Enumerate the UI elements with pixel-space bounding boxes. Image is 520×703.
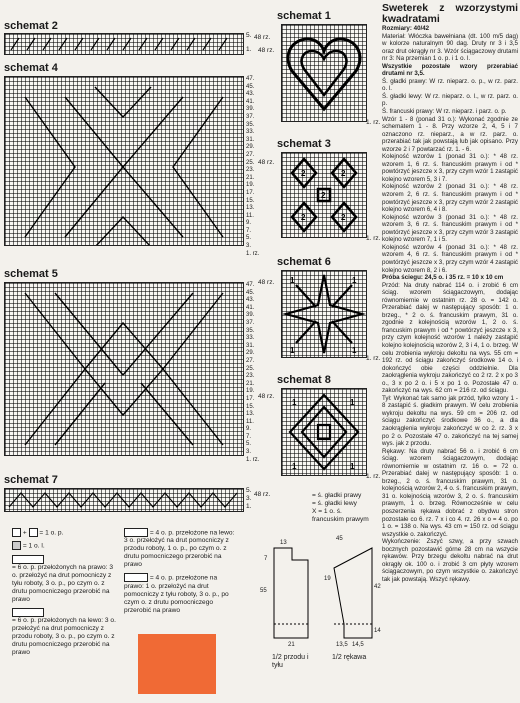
schemat5-row-number: 29.: [246, 350, 255, 357]
article-p4: Ś. gładki lewy: W rz. nieparz. o. l., w rz. parz. o. p.: [382, 92, 518, 108]
svg-text:2: 2: [321, 191, 326, 200]
legend-knit-text: = 1 o. p.: [39, 529, 64, 537]
schemat-6-side: 48 rz.: [258, 279, 275, 286]
front-back-caption: 1/2 przodu i tyłu: [272, 654, 309, 669]
schemat-3-label: schemat 3: [277, 138, 331, 150]
legend-cable-right-text: = 6 o. p. przełożonych na prawo: 3 o. przełożyć na drut pomocniczy z tyłu roboty, 3 o. p., po czym o. z drutu pomocniczego przerobić na prawo: [12, 563, 113, 603]
color-swatch: [138, 634, 216, 694]
schemat4-row-number: 25.: [246, 159, 255, 166]
svg-text:1: 1: [352, 346, 357, 355]
schemat-2-label: schemat 2: [4, 20, 58, 32]
schemat4-row-number: 43.: [246, 91, 255, 98]
legend-knit-row: [12, 528, 120, 537]
heart-motif: [282, 25, 366, 121]
legend-left: [12, 528, 120, 657]
dim-55: 55: [260, 588, 267, 594]
dim-42: 42: [374, 584, 381, 590]
svg-text:1: 1: [292, 462, 297, 471]
legend-garter: X = 1 o. ś.: [312, 508, 342, 515]
sleeve-caption: 1/2 rękawa: [332, 654, 367, 661]
garment-schematics: [252, 528, 382, 698]
schemat-5-grid: [4, 282, 244, 456]
legend-stockinette: = ś. gładki prawy: [312, 492, 362, 499]
schemat5-row-number: 1. rz.: [246, 456, 260, 463]
legend-cable-left-text: = 6 o. p. przełożonych na lewo: 3 o. przełożyć na drut pomocniczy z przodu roboty, 3 o. p., po czym o. z drutu pomocniczego przerobić na prawo: [12, 617, 116, 656]
cable-4right-symbol: [124, 573, 148, 582]
schemat-7-pattern: [5, 489, 243, 511]
schemat5-row-number: 43.: [246, 297, 255, 304]
schemat-4-row-numbers: [246, 76, 259, 258]
legend-garter-cont: francuskim prawym: [312, 516, 369, 523]
dim-21: 21: [288, 642, 295, 648]
schemat5-row-number: 35.: [246, 327, 255, 334]
legend-cable-right: [12, 555, 120, 604]
schemat5-row-number: 5.: [246, 441, 252, 448]
article-p5: Ś. francuski prawy: W rz. nieparz. i parz. o. p.: [382, 108, 507, 116]
schemat-4-grid: [4, 76, 244, 246]
schemat4-row-number: 23.: [246, 167, 255, 174]
dim-19: 19: [324, 576, 331, 582]
schemat-6-label: schemat 6: [277, 256, 331, 268]
schemat-2-row5: 5.: [246, 32, 252, 39]
schemat4-row-number: 39.: [246, 106, 255, 113]
dim-14: 14: [374, 628, 381, 634]
schemat5-row-number: 39.: [246, 312, 255, 319]
schemat-7-side: 48 rz.: [254, 491, 271, 498]
svg-text:2: 2: [341, 169, 346, 178]
article-p15: Wykończenie: Zszyć szwy, a przy szwach bocznych pozostawić górne 28 cm na wszycie rękawów. Przy brzegu dekoltu nabrać na drut okrągły ok. 100 o. i zrobić 3 cm płyty wzorem ściągaczowym, po czym wszystkie o. zakończyć tak jak powstają. Wszyć rękawy.: [382, 538, 518, 583]
schemat4-row-number: 17.: [246, 189, 255, 196]
garment-outline: [252, 528, 382, 698]
article-p1: Materiał: Włóczka bawełniana (dt. 100 m/5 dag) w kolorze naturalnym 90 dag. Druty nr 3 i 3,5 oraz drut okrągły nr 3. Wzór ściągaczowy drutami nr 3: Na przemian 1 o. p. i 1 o. l.: [382, 32, 518, 63]
legend-reverse: = ś. gładki lewy: [312, 500, 357, 507]
knit-symbol-2: [29, 528, 38, 537]
legend-4right: [124, 573, 236, 614]
schemat5-row-number: 7.: [246, 433, 252, 440]
diamonds-motif: [282, 153, 366, 237]
dim-45: 45: [336, 536, 343, 542]
nested-diamond-motif: [282, 389, 366, 475]
schemat5-row-number: 21.: [246, 380, 255, 387]
cable-right-symbol: [12, 555, 44, 564]
schemat5-row-number: 11.: [246, 418, 254, 425]
schemat5-row-number: 41.: [246, 304, 255, 311]
schemat5-row-number: 33.: [246, 335, 255, 342]
dim-13: 13: [280, 540, 287, 546]
schemat4-row-number: 41.: [246, 98, 255, 105]
schemat4-row-number: 35.: [246, 121, 255, 128]
schemat4-row-number: 15.: [246, 197, 255, 204]
svg-text:2: 2: [341, 213, 346, 222]
schemat4-row-number: 13.: [246, 205, 255, 212]
schemat-1-bottom: 1. rz.: [366, 119, 381, 126]
svg-text:1: 1: [290, 276, 295, 285]
article-p8: Kolejność wzorów 2 (ponad 31 o.): * 48 rz. wzorem 2, 6 rz. ś. francuskim prawym i od * powtórzyć jeszcze x 3, przy czym wzór 2 zastąpić kolejno wzorem 6, 4 i 8.: [382, 183, 518, 214]
svg-text:1: 1: [350, 462, 355, 471]
svg-text:1: 1: [352, 276, 357, 285]
schemat4-row-number: 37.: [246, 113, 255, 120]
svg-text:2: 2: [301, 213, 306, 222]
knit-symbol: [12, 528, 21, 537]
article-p14: Rękawy: Na druty nabrać 56 o. i zrobić 6 cm ściąg. wzorem ściągaczowym, dodając równomiernie w ostatnim rz. 16 o. = 72 o. Przerabiać dalej w następujący sposób: 1 o. brzeg., 2 o. ś. francuskim prawym, 31 o. kolejnością wzorów 2, 4 o. ś. francuskim prawym, 31 o. kolejnością wzorów 3, 2 o. ś. francuskim prawym, 1 o. brzeg. Równocześnie w celu poszerzenia rękawa dobrać z obydwu stron pozostałe co 6. rz. 7 x i co 4. rz. 26 x o = 4 o. po 1 o. = 138 o. Na wys. 43 cm = 150 rz. od ściągu wszystkie o. zakończyć.: [382, 447, 518, 538]
schemat-7-row5: 5.: [246, 487, 252, 494]
article-p10: Kolejność wzorów 4 (ponad 31 o.): * 48 rz. wzorem 4, 6 rz. ś. francuskim prawym i od * powtórzyć jeszcze x 3, przy czym wzór 4 zastąpić kolejno wzorem 8, 2 i 6.: [382, 243, 518, 274]
svg-text:1: 1: [290, 346, 295, 355]
svg-text:2: 2: [301, 169, 306, 178]
schemat5-row-number: 13.: [246, 411, 255, 418]
cable-4left-symbol: [124, 528, 148, 537]
schemat4-row-number: 3.: [246, 243, 252, 250]
schemat4-row-number: 1. rz.: [246, 250, 260, 257]
schemat-5-row-numbers: [246, 282, 259, 464]
schemat5-row-number: 45.: [246, 289, 255, 296]
schemat5-row-number: 37.: [246, 319, 255, 326]
legend-purl-text: = 1 o. l.: [22, 542, 45, 550]
schemat4-row-number: 11.: [246, 212, 254, 219]
schemat-5-label: schemat 5: [4, 268, 58, 280]
schemat-1-grid: [281, 24, 367, 122]
schemat-6-grid: [281, 270, 367, 358]
legend-cable-left: [12, 608, 120, 657]
article-p2: Wszystkie pozostałe wzory przerabiać drutami nr 3,5.: [382, 62, 518, 78]
schemat-2-grid: [4, 33, 244, 55]
schemat4-row-number: 33.: [246, 129, 255, 136]
schemat4-row-number: 19.: [246, 182, 255, 189]
legend-4left-text: = 4 o. p. przełożone na lewo: 3 o. przełożyć na drut pomocniczy z przodu roboty, 1 o. p., po czym o. z drutu pomocniczego przerobić na prawo: [124, 529, 235, 569]
svg-text:1: 1: [292, 398, 297, 407]
legend-stitches: [312, 492, 382, 524]
article-title: Sweterek z wzorzystymi kwadratami: [382, 2, 518, 25]
legend-mid: [124, 528, 236, 615]
schemat-7-grid: [4, 488, 244, 512]
schemat-3-side: 48 rz.: [258, 159, 275, 166]
schemat-7-label: schemat 7: [4, 474, 58, 486]
legend-4right-text: = 4 o. p. przełożone na prawo: 1 o. przełożyć na drut pomocniczy z tyłu roboty, 3 o. p., po czym o. z drutu pomocniczego przerobić na prawo: [124, 574, 229, 614]
schemat-4-label: schemat 4: [4, 62, 58, 74]
schemat-8-bottom: 1. rz.: [366, 473, 381, 480]
schemat5-row-number: 17.: [246, 395, 255, 402]
schemat-5-pattern: [5, 283, 243, 455]
plus-sign: +: [22, 529, 27, 537]
schemat5-row-number: 3.: [246, 449, 252, 456]
svg-text:1: 1: [350, 398, 355, 407]
schemat5-row-number: 31.: [246, 342, 255, 349]
schemat5-row-number: 19.: [246, 388, 255, 395]
schemat-2-row1: 1.: [246, 46, 252, 53]
schemat4-row-number: 31.: [246, 136, 255, 143]
article-p12: Przód: Na druty nabrać 114 o. i zrobić 6 cm ściąg. wzorem ściągaczowym, dodając równomiernie w ostatnim rz. 28 o. = 142 o. Przerabiać dalej w następujący sposób: 1 o. brzeg., * 2 o. ś. francuskim prawym, 31 o. zgodnie z kolejnością wzorów 1, 2 o. ś. francuskim prawym i od * powtórzyć jeszcze x 3, przy czym kolejność wzorów 1 należy zastąpić kolejno kolejnością wzorów 2, 3 i 4, 1 o. brzeg. W celu zrobienia wykroju dekoltu na wys. 55 cm = 192 rz. od ściągu zakończyć środkowe 14 o. i dokończyć obie części oddzielnie. Dla zaokrąglenia wykroju zakończyć co 2 rz. 2 x po 3 o., 3 x po 2 o. i 5 x po 1 o. Pozostałe 47 o. zakończyć na wys. 62 cm = 216 rz. od ściągu.: [382, 281, 518, 395]
schemat5-row-number: 15.: [246, 403, 255, 410]
dim-14-5: 14,5: [352, 642, 364, 648]
legend-purl-row: [12, 541, 120, 550]
schemat-7-row3: 3.: [246, 495, 252, 502]
article-size: Rozmiary: 40/42: [382, 25, 430, 32]
schemat-8-grid: [281, 388, 367, 476]
star-motif: [282, 271, 366, 357]
schemat5-row-number: 9.: [246, 426, 252, 433]
article-p9: Kolejność wzorów 3 (ponad 31 o.): * 48 rz. wzorem 3, 6 rz. ś. francuskim prawym i od * powtórzyć jeszcze x 3, przy czym wzór 3 zastąpić kolejno wzorem 7, 1 i 5.: [382, 213, 518, 244]
schemat5-row-number: 25.: [246, 365, 255, 372]
article-p6: Wzór 1 - 8 (ponad 31 o.): Wykonać zgodnie ze schematem 1 - 8. Przy wzorze 2, 4, 5 i 7 oznaczono rz. nieparz., a w rz. parz. o. przerabiać tak jak powstają lub jak opisano. Przy wzorze 2 i 7 powtarzać rz. 1. - 6.: [382, 115, 518, 153]
schemat4-row-number: 47.: [246, 76, 255, 82]
schemat-4-pattern: [5, 77, 243, 245]
schemat4-row-number: 7.: [246, 227, 252, 234]
schemat-3-grid: [281, 152, 367, 238]
schemat4-row-number: 45.: [246, 83, 255, 90]
article: [382, 3, 518, 583]
article-p11: Próba ściegu: 24,5 o. i 35 rz. = 10 x 10 cm: [382, 274, 504, 282]
article-p13: Tył: Wykonać tak samo jak przód, tylko wzory 1 - 8 zastąpić ś. gładkim prawym. W celu zrobienia wykroju dekoltu na wys. 59 cm = 206 rz. od ściągu zakończyć środkowe 36 o., a dla zaokrąglenia wykroju zakończyć w co 2. rz. 3 x po 2 o. Pozostałe 47 o. zakończyć na tej samej wys. jak z przodu.: [382, 394, 518, 448]
schemat4-row-number: 21.: [246, 174, 255, 181]
schemat-1-label: schemat 1: [277, 10, 331, 22]
schemat-1-side: 48 rz.: [258, 47, 275, 54]
schemat4-row-number: 5.: [246, 235, 252, 242]
schemat-6-bottom: 1. rz.: [366, 355, 381, 362]
purl-symbol: [12, 541, 21, 550]
article-p3: Ś. gładki prawy: W rz. nieparz. o. p., w rz. parz. o. l.: [382, 77, 518, 93]
schemat5-row-number: 27.: [246, 357, 255, 364]
cable-left-symbol: [12, 608, 44, 617]
dim-13-5: 13,5: [336, 642, 348, 648]
schemat-8-label: schemat 8: [277, 374, 331, 386]
schemat-2-pattern: [5, 34, 243, 54]
article-p7: Kolejność wzorów 1 (ponad 31 o.): * 48 rz. wzorem 1, 6 rz. ś. francuskim prawym i od * powtórzyć jeszcze x 3, przy czym wzór 1 zastąpić kolejno wzorem 5, 3 i 7.: [382, 153, 518, 183]
dim-7: 7: [264, 556, 268, 562]
schemat5-row-number: 47.: [246, 282, 255, 288]
schemat4-row-number: 27.: [246, 151, 255, 158]
schemat4-row-number: 29.: [246, 144, 255, 151]
legend-4left: [124, 528, 236, 569]
schemat-7-row1: 1.: [246, 503, 252, 510]
schemat-8-side: 48 rz.: [258, 393, 275, 400]
schemat4-row-number: 9.: [246, 220, 252, 227]
schemat-2-side: 48 rz.: [254, 34, 271, 41]
schemat5-row-number: 23.: [246, 373, 255, 380]
schemat-3-bottom: 1. rz.: [366, 235, 381, 242]
